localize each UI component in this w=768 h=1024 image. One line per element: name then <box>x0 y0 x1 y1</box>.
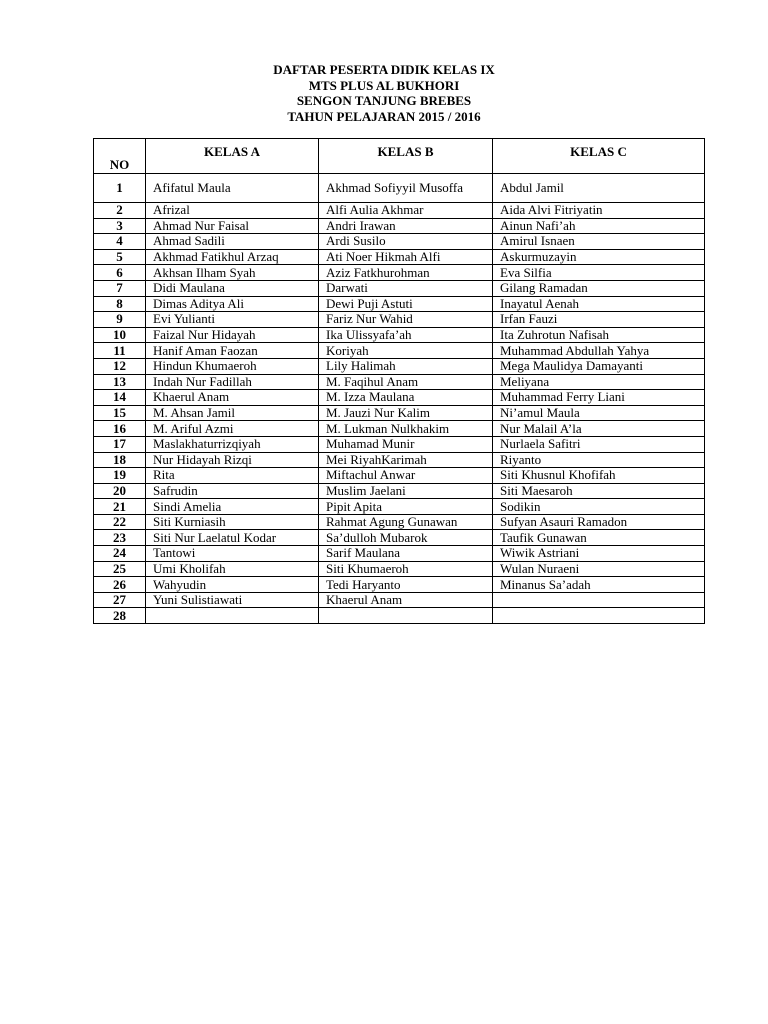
kelas-b-student: Siti Khumaeroh <box>319 561 493 577</box>
row-number: 19 <box>94 468 146 484</box>
row-number: 4 <box>94 234 146 250</box>
kelas-a-student: Afifatul Maula <box>146 174 319 203</box>
kelas-b-student: Alfi Aulia Akhmar <box>319 203 493 219</box>
kelas-c-student: Ainun Nafi’ah <box>493 218 705 234</box>
row-number: 24 <box>94 546 146 562</box>
title-line-1: DAFTAR PESERTA DIDIK KELAS IX <box>273 62 495 77</box>
row-number: 3 <box>94 218 146 234</box>
kelas-a-student: Sindi Amelia <box>146 499 319 515</box>
kelas-b-student: Koriyah <box>319 343 493 359</box>
kelas-a-student: Ahmad Sadili <box>146 234 319 250</box>
kelas-c-student <box>493 592 705 608</box>
kelas-b-student: Andri Irawan <box>319 218 493 234</box>
row-number: 8 <box>94 296 146 312</box>
kelas-b-student: Darwati <box>319 280 493 296</box>
table-row <box>94 608 705 624</box>
kelas-c-student: Irfan Fauzi <box>493 312 705 328</box>
kelas-a-student: Yuni Sulistiawati <box>146 592 319 608</box>
kelas-c-student: Siti Maesaroh <box>493 483 705 499</box>
title-line-4: TAHUN PELAJARAN 2015 / 2016 <box>287 108 481 124</box>
row-number: 27 <box>94 592 146 608</box>
kelas-c-student: Wiwik Astriani <box>493 546 705 562</box>
column-header-kelas-c: KELAS C <box>493 139 705 174</box>
kelas-a-student: Indah Nur Fadillah <box>146 374 319 390</box>
row-number: 21 <box>94 499 146 515</box>
kelas-c-student: Sufyan Asauri Ramadon <box>493 514 705 530</box>
kelas-c-student: Gilang Ramadan <box>493 280 705 296</box>
kelas-a-student: Rita <box>146 468 319 484</box>
row-number: 6 <box>94 265 146 281</box>
kelas-a-student: Hindun Khumaeroh <box>146 358 319 374</box>
kelas-a-student: Akhmad Fatikhul Arzaq <box>146 249 319 265</box>
header-row <box>94 139 705 174</box>
kelas-c-student: Ita Zuhrotun Nafisah <box>493 327 705 343</box>
kelas-c-student: Meliyana <box>493 374 705 390</box>
kelas-c-student: Ni’amul Maula <box>493 405 705 421</box>
table-row <box>94 358 705 374</box>
kelas-a-student: M. Ariful Azmi <box>146 421 319 437</box>
row-number: 26 <box>94 577 146 593</box>
table-row <box>94 405 705 421</box>
kelas-c-student: Wulan Nuraeni <box>493 561 705 577</box>
kelas-c-student: Taufik Gunawan <box>493 530 705 546</box>
row-number: 1 <box>94 174 146 203</box>
kelas-c-student: Mega Maulidya Damayanti <box>493 358 705 374</box>
row-number: 9 <box>94 312 146 328</box>
table-row <box>94 390 705 406</box>
kelas-c-student: Amirul Isnaen <box>493 234 705 250</box>
kelas-b-student: M. Izza Maulana <box>319 390 493 406</box>
row-number: 17 <box>94 436 146 452</box>
table-row <box>94 592 705 608</box>
table-row <box>94 483 705 499</box>
kelas-b-student: M. Jauzi Nur Kalim <box>319 405 493 421</box>
kelas-a-student: Faizal Nur Hidayah <box>146 327 319 343</box>
kelas-b-student: Fariz Nur Wahid <box>319 312 493 328</box>
document-title <box>0 62 768 124</box>
table-row <box>94 577 705 593</box>
column-header-kelas-b: KELAS B <box>319 139 493 174</box>
table-row <box>94 561 705 577</box>
table-row <box>94 174 705 203</box>
table-row <box>94 343 705 359</box>
kelas-b-student: Miftachul Anwar <box>319 468 493 484</box>
kelas-c-student: Askurmuzayin <box>493 249 705 265</box>
row-number: 28 <box>94 608 146 624</box>
row-number: 13 <box>94 374 146 390</box>
kelas-a-student: Siti Kurniasih <box>146 514 319 530</box>
kelas-a-student: Nur Hidayah Rizqi <box>146 452 319 468</box>
kelas-b-student: Mei RiyahKarimah <box>319 452 493 468</box>
kelas-c-student: Aida Alvi Fitriyatin <box>493 203 705 219</box>
row-number: 18 <box>94 452 146 468</box>
kelas-c-student: Abdul Jamil <box>493 174 705 203</box>
kelas-b-student: Ati Noer Hikmah Alfi <box>319 249 493 265</box>
kelas-b-student: Khaerul Anam <box>319 592 493 608</box>
kelas-a-student <box>146 608 319 624</box>
kelas-a-student: Ahmad Nur Faisal <box>146 218 319 234</box>
row-number: 5 <box>94 249 146 265</box>
kelas-a-student: Wahyudin <box>146 577 319 593</box>
column-header-kelas-a: KELAS A <box>146 139 319 174</box>
kelas-a-student: Didi Maulana <box>146 280 319 296</box>
row-number: 10 <box>94 327 146 343</box>
kelas-c-student: Muhammad Abdullah Yahya <box>493 343 705 359</box>
table-row <box>94 327 705 343</box>
kelas-b-student: Tedi Haryanto <box>319 577 493 593</box>
kelas-a-student: Khaerul Anam <box>146 390 319 406</box>
row-number: 11 <box>94 343 146 359</box>
kelas-c-student: Riyanto <box>493 452 705 468</box>
kelas-b-student: Pipit Apita <box>319 499 493 515</box>
table-row <box>94 234 705 250</box>
title-line-2: MTS PLUS AL BUKHORI <box>308 77 460 93</box>
kelas-a-student: Akhsan Ilham Syah <box>146 265 319 281</box>
kelas-b-student: Dewi Puji Astuti <box>319 296 493 312</box>
kelas-b-student: Rahmat Agung Gunawan <box>319 514 493 530</box>
table-row <box>94 218 705 234</box>
kelas-a-student: Maslakhaturrizqiyah <box>146 436 319 452</box>
table-row <box>94 312 705 328</box>
row-number: 23 <box>94 530 146 546</box>
kelas-b-student: Muhamad Munir <box>319 436 493 452</box>
kelas-a-student: Evi Yulianti <box>146 312 319 328</box>
kelas-c-student: Nurlaela Safitri <box>493 436 705 452</box>
kelas-c-student: Minanus Sa’adah <box>493 577 705 593</box>
row-number: 20 <box>94 483 146 499</box>
table-row <box>94 421 705 437</box>
table-row <box>94 374 705 390</box>
kelas-a-student: Hanif Aman Faozan <box>146 343 319 359</box>
row-number: 22 <box>94 514 146 530</box>
table-row <box>94 452 705 468</box>
kelas-b-student: Lily Halimah <box>319 358 493 374</box>
kelas-b-student: Akhmad Sofiyyil Musoffa <box>319 174 493 203</box>
kelas-a-student: Safrudin <box>146 483 319 499</box>
kelas-a-student: Siti Nur Laelatul Kodar <box>146 530 319 546</box>
kelas-c-student: Sodikin <box>493 499 705 515</box>
table-row <box>94 546 705 562</box>
row-number: 14 <box>94 390 146 406</box>
kelas-b-student: Aziz Fatkhurohman <box>319 265 493 281</box>
column-header-no: NO <box>94 139 146 174</box>
table-row <box>94 514 705 530</box>
kelas-a-student: Afrizal <box>146 203 319 219</box>
row-number: 16 <box>94 421 146 437</box>
table-row <box>94 265 705 281</box>
kelas-c-student: Siti Khusnul Khofifah <box>493 468 705 484</box>
row-number: 2 <box>94 203 146 219</box>
kelas-a-student: Umi Kholifah <box>146 561 319 577</box>
kelas-a-student: Dimas Aditya Ali <box>146 296 319 312</box>
kelas-b-student: M. Faqihul Anam <box>319 374 493 390</box>
table-row <box>94 530 705 546</box>
student-roster-table <box>93 138 705 624</box>
table-row <box>94 280 705 296</box>
table-row <box>94 436 705 452</box>
row-number: 7 <box>94 280 146 296</box>
kelas-c-student: Inayatul Aenah <box>493 296 705 312</box>
title-line-3: SENGON TANJUNG BREBES <box>296 93 472 108</box>
kelas-b-student: Sarif Maulana <box>319 546 493 562</box>
kelas-b-student: Ika Ulissyafa’ah <box>319 327 493 343</box>
kelas-b-student: Ardi Susilo <box>319 234 493 250</box>
kelas-b-student: Muslim Jaelani <box>319 483 493 499</box>
kelas-b-student <box>319 608 493 624</box>
kelas-a-student: M. Ahsan Jamil <box>146 405 319 421</box>
kelas-b-student: Sa’dulloh Mubarok <box>319 530 493 546</box>
kelas-b-student: M. Lukman Nulkhakim <box>319 421 493 437</box>
row-number: 25 <box>94 561 146 577</box>
kelas-a-student: Tantowi <box>146 546 319 562</box>
table-row <box>94 296 705 312</box>
kelas-c-student: Muhammad Ferry Liani <box>493 390 705 406</box>
table-row <box>94 468 705 484</box>
table-row <box>94 249 705 265</box>
kelas-c-student <box>493 608 705 624</box>
table-row <box>94 203 705 219</box>
table-row <box>94 499 705 515</box>
roster-body <box>94 174 705 624</box>
kelas-c-student: Eva Silfia <box>493 265 705 281</box>
row-number: 15 <box>94 405 146 421</box>
kelas-c-student: Nur Malail A’la <box>493 421 705 437</box>
row-number: 12 <box>94 358 146 374</box>
